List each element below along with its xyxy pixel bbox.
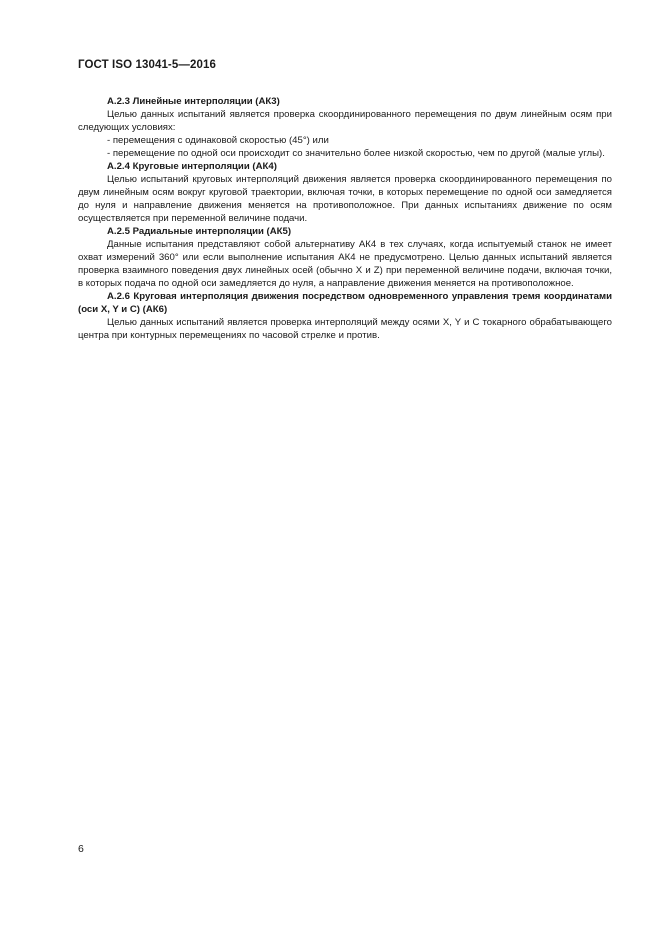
- section-paragraph: Целью испытаний круговых интерполяций движения является проверка скоординированного перемещения по двум линейным осям вокруг круговой траектории, включая точки, в которых перемещение по одной оси замедляется до нуля и направление движения меняется на противоположное. При данных испытаниях движение по осям осуществляется при переменной величине подачи.: [78, 174, 612, 224]
- document-header: ГОСТ ISO 13041-5—2016: [78, 59, 216, 71]
- section-heading: А.2.3 Линейные интерполяции (АК3): [107, 96, 280, 107]
- section-paragraph: Данные испытания представляют собой альтернативу АК4 в тех случаях, когда испытуемый станок не имеет охват измерений 360° или если выполнение испытания АК4 не предусмотрено. Целью данных испытаний является проверка взаимного поведения двух линейных осей (обычно X и Z) при переменной величине подачи, включая точки, в которых подача по одной оси замедляется до нуля, а направление движения меняется на противоположное.: [78, 239, 612, 289]
- section-heading: А.2.4 Круговые интерполяции (АК4): [107, 161, 277, 172]
- section-heading: А.2.6 Круговая интерполяция движения посредством одновременного управления тремя координатами (оси X, Y и C) (АК6): [78, 291, 612, 315]
- list-item: - перемещения с одинаковой скоростью (45°) или: [107, 135, 329, 146]
- list-item: - перемещение по одной оси происходит со значительно более низкой скоростью, чем по другой (малые углы).: [107, 148, 605, 159]
- section-paragraph: Целью данных испытаний является проверка скоординированного перемещения по двум линейным осям при следующих условиях:: [78, 109, 612, 133]
- section-heading: А.2.5 Радиальные интерполяции (АК5): [107, 226, 292, 237]
- page-number: 6: [78, 843, 84, 855]
- document-body: [78, 95, 612, 342]
- section-paragraph: Целью данных испытаний является проверка интерполяций между осями X, Y и C токарного обрабатывающего центра при контурных перемещениях по часовой стрелке и против.: [78, 317, 612, 341]
